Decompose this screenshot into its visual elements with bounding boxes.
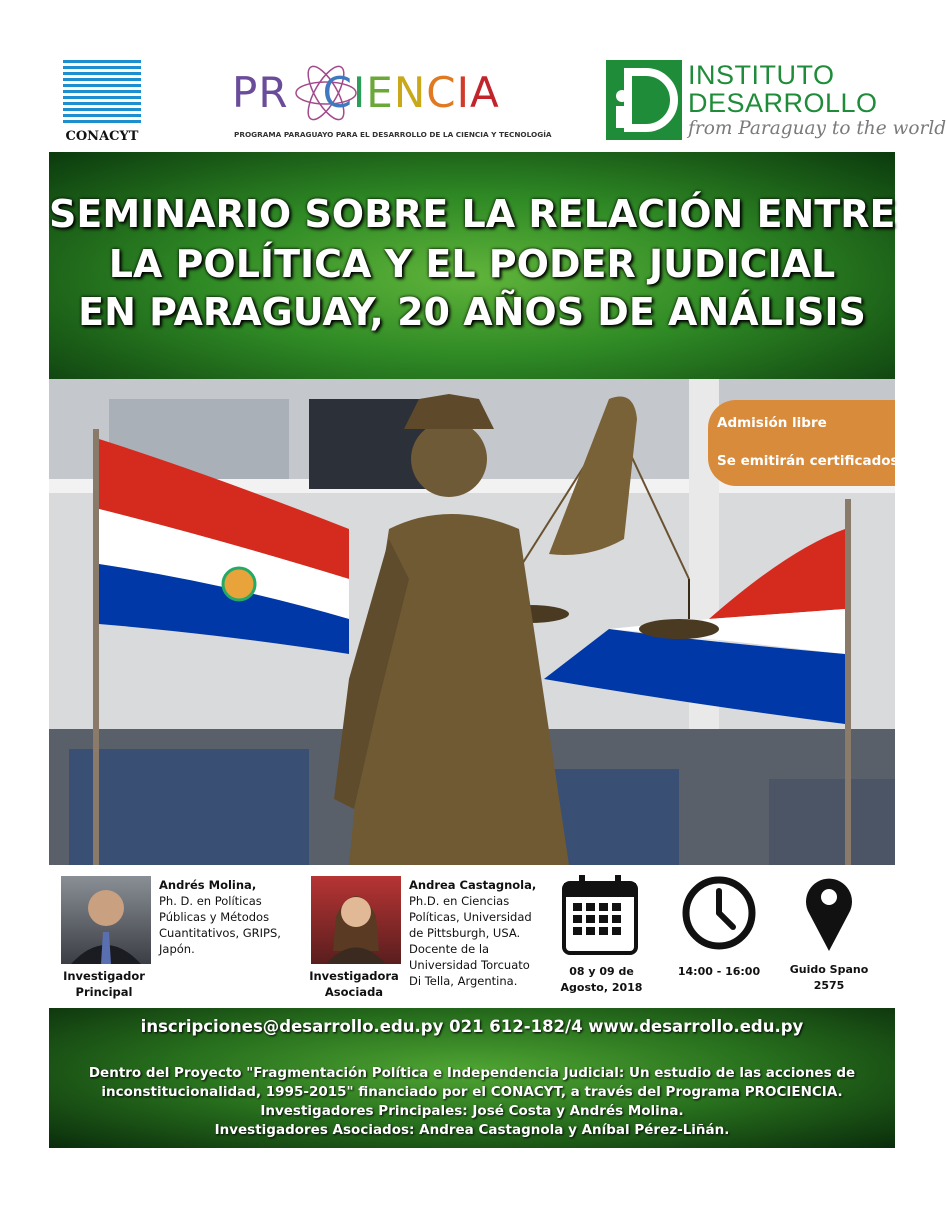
person-1-role-1: Investigador (63, 969, 145, 983)
project-line-4: Investigadores Asociados: Andrea Castagnola y Aníbal Pérez-Liñán. (214, 1122, 730, 1138)
person-2-desc-6: Di Tella, Argentina. (409, 974, 518, 988)
person-1-desc-4: Japón. (159, 942, 195, 956)
admission-badge (708, 400, 899, 486)
project-line-3: Investigadores Principales: José Costa y Andrés Molina. (260, 1103, 684, 1119)
prociencia-wordmark: PR CIENCIA (232, 68, 500, 117)
badge-free-admission: Admisión libre (717, 415, 827, 431)
conacyt-logo-text: CONACYT (65, 129, 139, 144)
person-2-role-1: Investigadora (309, 969, 399, 983)
avatar-andrea-castagnola (311, 876, 401, 964)
calendar-icon (561, 873, 641, 957)
person-1-desc-3: Cuantitativos, GRIPS, (159, 926, 281, 940)
person-1-desc-1: Ph. D. en Políticas (159, 894, 262, 908)
conacyt-logo (60, 60, 144, 146)
instituto-desarrollo-logo (606, 60, 946, 146)
instituto-tagline: from Paraguay to the world (688, 118, 946, 139)
person-2-role-2: Asociada (324, 985, 384, 999)
instituto-emblem (606, 60, 682, 140)
title-line-2: LA POLÍTICA Y EL PODER JUDICIAL (108, 242, 836, 286)
event-date-1: 08 y 09 de (569, 965, 634, 978)
contact-band (49, 1008, 895, 1148)
location-pin-icon (803, 871, 855, 953)
instituto-line1: INSTITUTO (688, 60, 835, 90)
event-place-2: 2575 (813, 979, 845, 992)
project-line-2: inconstitucionalidad, 1995-2015" financiado por el CONACYT, a través del Programa PROCIENCIA. (101, 1084, 843, 1100)
conacyt-emblem (63, 60, 141, 126)
person-2-desc-1: Ph.D. en Ciencias (409, 894, 510, 908)
clock-icon (681, 875, 757, 951)
person-1-role-2: Principal (75, 985, 133, 999)
prociencia-logo (228, 58, 552, 146)
contact-line: inscripciones@desarrollo.edu.py 021 612-182/4 www.desarrollo.edu.py (140, 1017, 804, 1036)
event-date-2: Agosto, 2018 (560, 981, 643, 994)
title-band (49, 152, 895, 379)
person-1-name: Andrés Molina, (159, 878, 257, 892)
project-line-1: Dentro del Proyecto "Fragmentación Política e Independencia Judicial: Un estudio de las acciones de (88, 1065, 856, 1081)
person-2-desc-5: Universidad Torcuato (409, 958, 530, 972)
avatar-andres-molina (61, 876, 151, 964)
instituto-line2: DESARROLLO (688, 88, 878, 118)
title-line-3: EN PARAGUAY, 20 AÑOS DE ANÁLISIS (78, 290, 866, 334)
info-band (49, 865, 895, 1008)
person-2-desc-4: Docente de la (409, 942, 490, 956)
event-time: 14:00 - 16:00 (677, 965, 761, 978)
event-place-1: Guido Spano (789, 963, 869, 976)
person-2-desc-2: Políticas, Universidad (409, 910, 532, 924)
instituto-d-icon (606, 60, 682, 140)
badge-certificates: Se emitirán certificados (717, 453, 899, 469)
person-2-name: Andrea Castagnola, (409, 878, 537, 892)
person-1-desc-2: Públicas y Métodos (159, 910, 270, 924)
person-2-desc-3: de Pittsburgh, USA. (409, 926, 521, 940)
title-line-1: SEMINARIO SOBRE LA RELACIÓN ENTRE (49, 192, 896, 236)
prociencia-subtitle: PROGRAMA PARAGUAYO PARA EL DESARROLLO DE LA CIENCIA Y TECNOLOGÍA (234, 130, 552, 139)
